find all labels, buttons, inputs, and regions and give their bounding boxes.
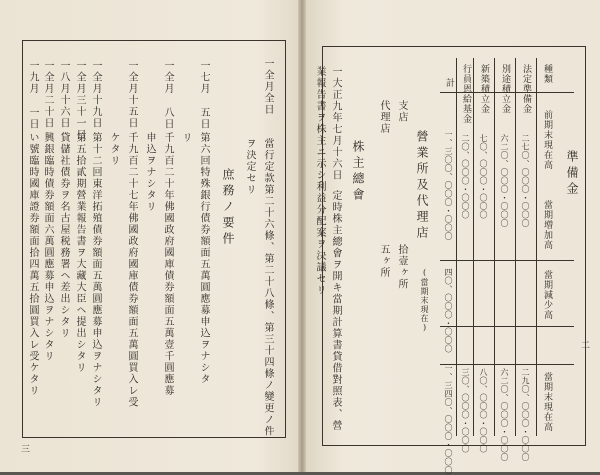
- reserve-total-end: 一、三四〇、〇〇〇・〇〇〇: [444, 364, 453, 475]
- entry-2-continuation: 申込ヲナシタリ: [144, 132, 155, 213]
- entry-3-text: 千九百二十七年佛國政府國庫債券額面五萬圓買入レ受: [126, 132, 137, 408]
- meeting-section-title: 株主總會: [351, 140, 365, 204]
- reserve-row-total: 計: [444, 78, 454, 88]
- entry-1-date: 一七月 五日: [198, 60, 209, 130]
- entry-7-text: 興銀臨時債券額面六萬圓應募申込ヲナシタリ: [42, 132, 53, 362]
- reserve-header-increase: 當期増加高: [542, 200, 552, 250]
- entry-5-text: 第五拾貳期營業報告書ヲ大藏大臣ヘ提出シタリ: [74, 132, 85, 374]
- entry-4-text: 第十二回東洋拓殖債券額面五萬圓應募申込ヲナシタリ: [90, 132, 101, 408]
- entry-6-text: 貸儲社債券ヲ名古屋税務署ヘ差出シタリ: [58, 132, 69, 339]
- entry-2-text: 千九百二十年佛國政府國庫債券額面五萬壹千圓應募: [162, 132, 173, 397]
- reserve-header-end: 當期末現在高: [542, 372, 552, 432]
- top-entry-date: 一全月全日: [262, 58, 273, 116]
- agency-count: 五ヶ所: [378, 244, 389, 279]
- entry-3-date: 一全月十五日: [126, 60, 137, 129]
- reserve-legal-end: 二九〇、〇〇〇・〇〇〇: [521, 368, 530, 462]
- meeting-text: 定時株主總會ヲ開キ當期計算書貸借對照表、營: [330, 190, 341, 432]
- entry-2-date: 一全月 八日: [162, 60, 173, 130]
- reserve-row-building: 新築積立金: [479, 64, 489, 114]
- reserve-section-title: 準備金: [565, 150, 579, 198]
- entry-8-text: い號臨時國庫證券額面拾四萬五拾圓買入レ受ケタリ: [27, 132, 38, 397]
- left-page-number: 三: [19, 444, 29, 453]
- reserve-legal-prev: 二七〇、〇〇〇・〇〇〇: [521, 134, 530, 228]
- reserve-row-pension: 行員恩給基金: [461, 64, 471, 124]
- reserve-building-end: 八〇、〇〇〇・〇〇〇: [479, 368, 488, 453]
- reserve-pension-end: 三〇、〇〇〇・〇〇〇: [461, 368, 470, 453]
- reserve-building-prev: 七〇、〇〇〇・〇〇〇: [479, 134, 488, 219]
- right-page-number: 二: [579, 340, 589, 349]
- meeting-continuation: 業報告書ヲ株主ニ示シ利益分配案ヲ決議セリ: [314, 66, 325, 296]
- section-heading-general-affairs: 庶務ノ要件: [221, 168, 235, 248]
- entry-6-date: 一八月十六日: [58, 60, 69, 129]
- reserve-pension-prev: 二〇、〇〇〇・〇〇〇: [461, 134, 470, 219]
- branch-count: 拾壹ヶ所: [396, 244, 407, 290]
- reserve-special-prev: 六二〇、〇〇〇・〇〇〇: [500, 134, 509, 228]
- reserve-row-legal: 法定準備金: [521, 64, 531, 114]
- branches-note: (當期末現在): [420, 268, 429, 333]
- reserve-row-special: 別途積立金: [500, 64, 510, 114]
- reserve-total-increase: 四〇、〇〇〇・〇〇〇: [444, 268, 453, 353]
- branches-section-title: 營業所及代理店: [415, 130, 429, 242]
- entry-5-date: 一全月三十一日: [74, 60, 85, 141]
- entry-3-continuation: ケタリ: [108, 132, 119, 167]
- reserve-total-prev: 一、三〇〇、〇〇〇・〇〇〇: [444, 130, 453, 241]
- meeting-date: 一大正九年七月十六日: [330, 66, 341, 181]
- book-spine: [298, 0, 306, 472]
- entry-1-continuation: リ: [180, 132, 191, 144]
- entry-1-text: 第六回特殊銀行債券額面五萬圓應募申込ヲナシタ: [198, 132, 209, 385]
- entry-7-date: 一全月二十日: [42, 60, 53, 129]
- top-entry-continuation: ヲ決定セリ: [244, 138, 255, 196]
- branch-label: 支店: [396, 100, 407, 123]
- reserve-header-decrease: 當期減少高: [542, 270, 552, 320]
- reserve-header-prev: 前期末現在高: [542, 110, 552, 170]
- reserve-header-type: 種類: [542, 64, 552, 84]
- entry-8-date: 一九月 一日: [27, 60, 38, 130]
- top-entry-text: 當行定款第二十六條、第二十八條、第三十四條ノ變更ノ件: [262, 138, 273, 437]
- reserve-special-end: 六二〇、〇〇〇・〇〇〇: [500, 368, 509, 462]
- agency-label: 代理店: [378, 100, 389, 135]
- entry-4-date: 一全月十九日: [90, 60, 101, 129]
